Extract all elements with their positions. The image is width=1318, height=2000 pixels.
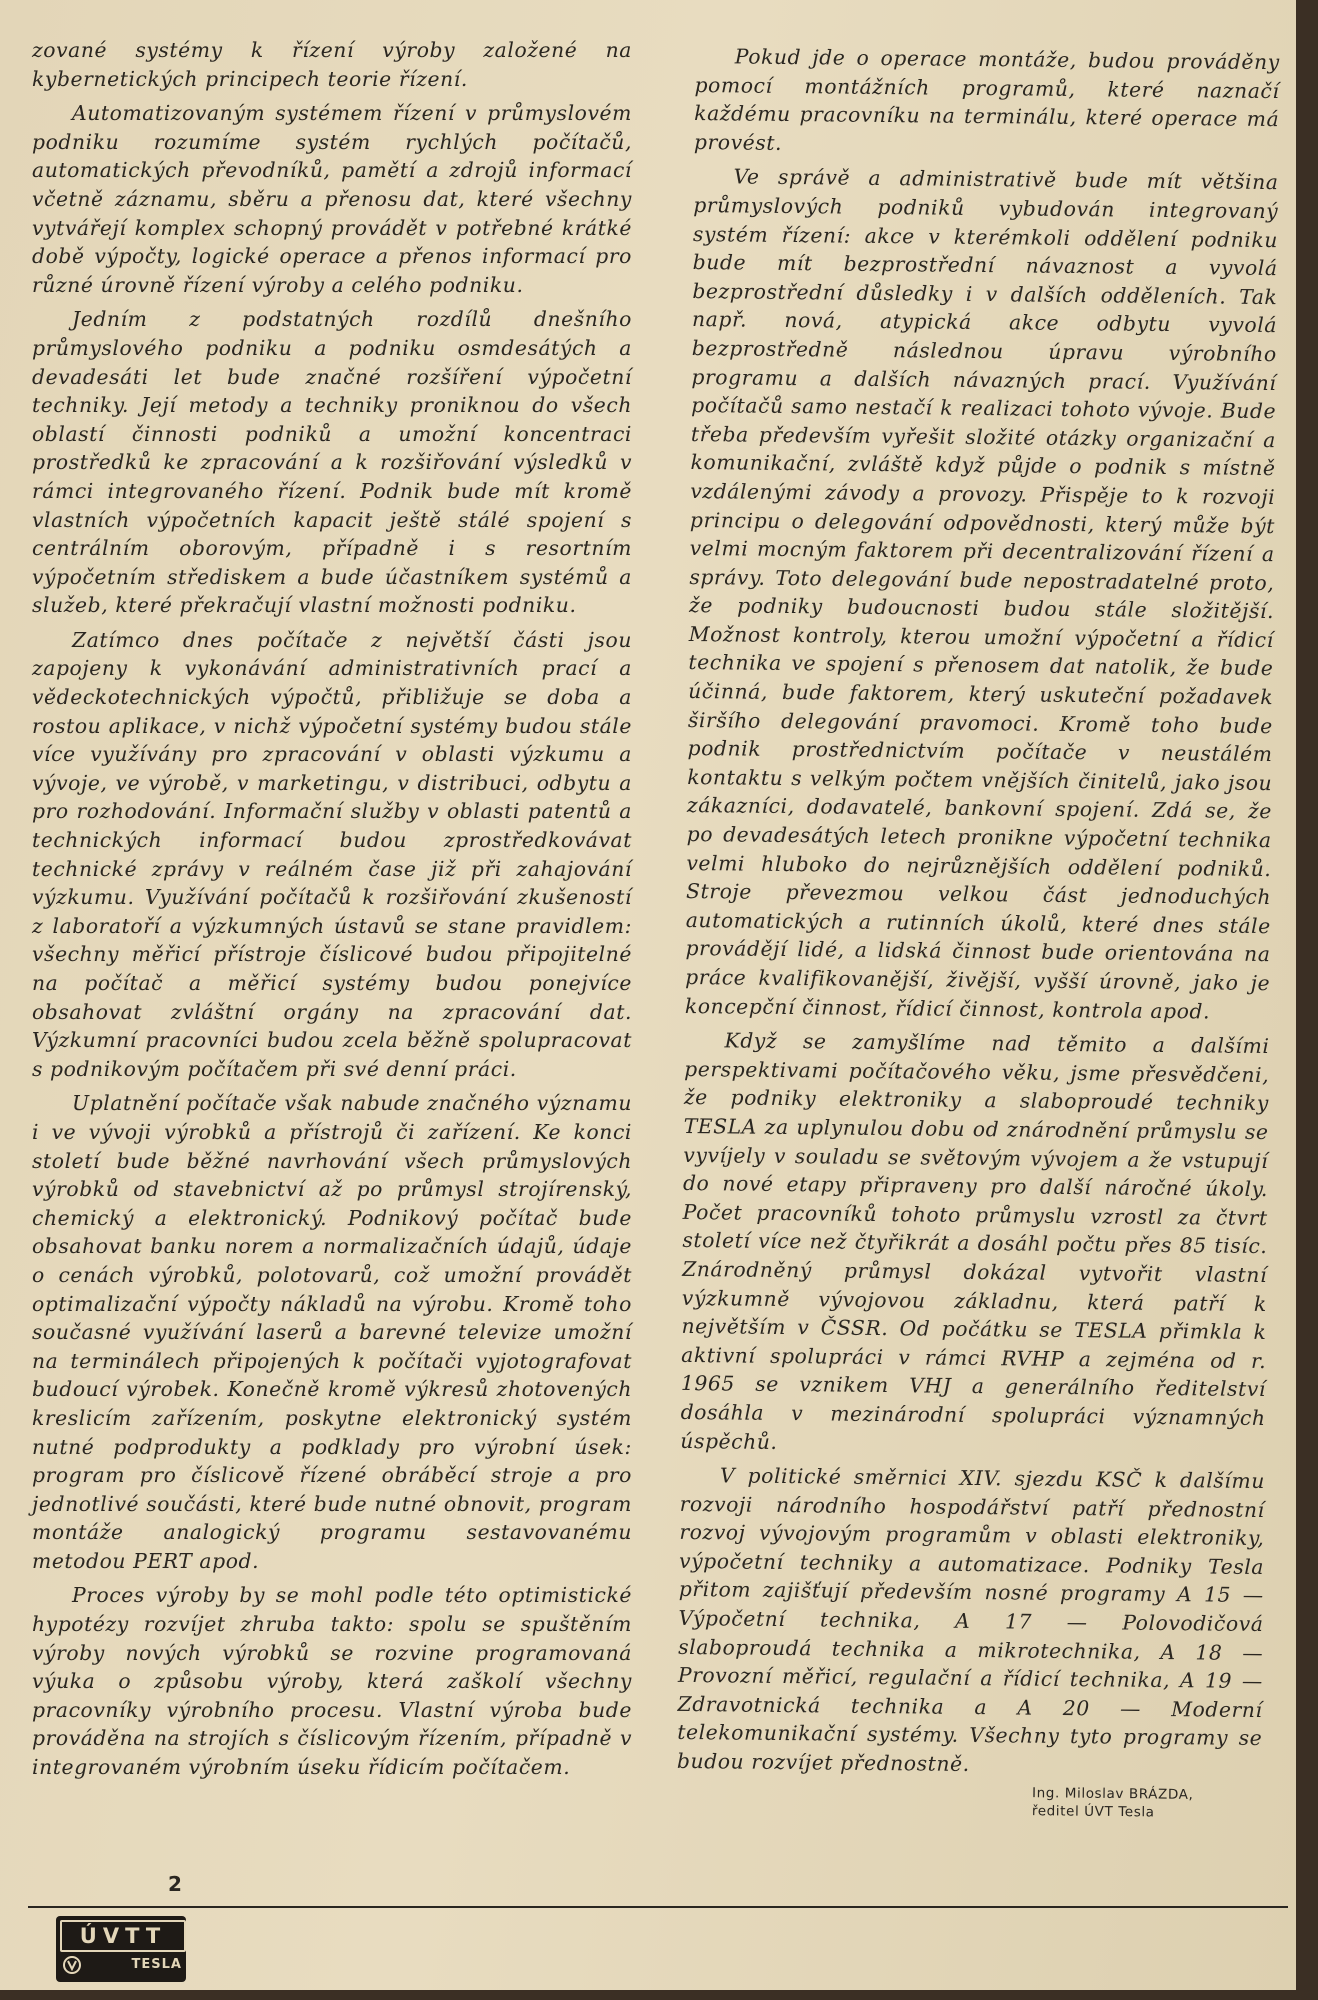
left-column <box>32 36 632 1788</box>
uvtt-tesla-logo <box>56 1916 186 1982</box>
logo-top-text: ÚVTT <box>60 1920 186 1952</box>
right-paragraph-3: Když se zamyšlíme nad těmito a dalšími perspektivami počítačového věku, jsme přesvědčeni, že podniky elektroniky a slaboproudé techniky TESLA za uplynulou dobu od znárodnění průmyslu se vyvíjely v souladu se světovým vývojem a že vstupují do nové etapy připraveny pro další náročné úkoly. Počet pracovníků tohoto průmyslu vzrostl za čtvrt století více než čtyřikrát a dosáhl počtu přes 85 tisíc. Znárodněný průmysl dokázal vytvořit vlastní výzkumně vývojovou základnu, která patří k největším v ČSSR. Od počátku se TESLA přimkla k aktivní spolupráci v rámci RVHP a zejména od r. 1965 se vznikem VHJ a generálního ředitelství dosáhla v mezinárodní spolupráci významných úspěchů. <box>680 1028 1270 1454</box>
left-paragraph-1: zované systémy k řízení výroby založené na kybernetických principech teorie řízení. <box>32 38 632 91</box>
author-signature <box>1032 1784 1194 1822</box>
page-number: 2 <box>168 1872 182 1896</box>
left-paragraph-6: Proces výroby by se mohl podle této optimistické hypotézy rozvíjet zhruba takto: spolu se spuštěním výroby nových výrobků se rozvine programovaná výuka o způsobu výroby, která zaškolí všechny pracovníky výrobního procesu. Vlastní výroba bude prováděna na strojích s číslicovým řízením, případně v integrovaném výrobním úseku řídicím počítačem. <box>32 1583 632 1780</box>
left-paragraph-3: Jedním z podstatných rozdílů dnešního průmyslového podniku a podniku osmdesátých a devadesáti let bude značné rozšíření výpočetní techniky. Její metody a techniky proniknou do všech oblastí činnosti podniků a umožní koncentraci prostředků ke zpracování a k rozšiřování výsledků v rámci integrovaného řízení. Podnik bude mít kromě vlastních výpočetních kapacit ještě stálé spojení s centrálním oborovým, případně i s resortním výpočetním střediskem a bude účastníkem systémů a služeb, které překračují vlastní možnosti podniku. <box>32 307 632 618</box>
author-title: ředitel ÚVT Tesla <box>1031 1803 1155 1821</box>
right-paragraph-2: Ve správě a administrativě bude mít většina průmyslových podniků vybudován integrovaný systém řízení: akce v kterémkoli oddělení podniku bude mít bezprostřední návaznost a vyvolá bezprostřední důsledky i v dalších odděleních. Tak např. nová, atypická akce odbytu vyvolá bezprostředně následnou úpravu výrobního programu a dalších návazných prací. Využívání počítačů samo nestačí k realizaci tohoto vývoje. Bude třeba především vyřešit složité otázky organizační a komunikační, zvláště když půjde o podnik s místně vzdálenými závody a provozy. Přispěje to k rozvoji principu o delegování odpovědnosti, který může být velmi mocným faktorem při decentralizování řízení a správy. Toto delegování bude nepostradatelné proto, že podniky budoucnosti budou stále složitější. Možnost kontroly, kterou umožní výpočetní a řídicí technika ve spojení s přenosem dat natolik, že bude účinná, bude faktorem, který uskuteční požadavek širšího delegování pravomoci. Kromě toho bude podnik prostřednictvím počítače v neustálém kontaktu s velkým počtem vnějších činitelů, jako jsou zákazníci, dodavatelé, bankovní spojení. Zdá se, že po devadesátých letech pronikne výpočetní technika velmi hluboko do nejrůznějších oddělení podniků. Stroje převezmou velkou část jednoduchých automatických a rutinních úkolů, které dnes stále provádějí lidé, a lidská činnost bude orientována na práce kvalifikovanější, živější, vyšší úrovně, jako je koncepční činnost, řídicí činnost, kontrola apod. <box>684 164 1279 1024</box>
left-paragraph-5: Uplatnění počítače však nabude značného významu i ve vývoji výrobků a přístrojů či zařízení. Ke konci století bude běžné navrhování všech průmyslových výrobků od stavebnictví až po průmysl strojírenský, chemický a elektronický. Podnikový počítač bude obsahovat banku norem a normalizačních údajů, údaje o cenách výrobků, polotovarů, což umožní provádět optimalizační výpočty nákladů na výrobu. Kromě toho současné využívání laserů a barevné televize umožní na terminálech připojených k počítači vyjotografovat budoucí výrobek. Konečně kromě výkresů zhotovených kreslicím zařízením, poskytne elektronický systém nutné podprodukty a podklady pro výrobní úsek: program pro číslicově řízené obráběcí stroje a pro jednotlivé součásti, které bude nutné obnovit, program montáže analogický programu sestavovanému metodou PERT apod. <box>32 1091 632 1573</box>
right-column <box>677 42 1280 1788</box>
author-name: Ing. Miloslav BRÁZDA, <box>1032 1785 1194 1803</box>
right-paragraph-1: Pokud jde o operace montáže, budou prováděny pomocí montážních programů, které naznačí každému pracovníku na terminálu, které operace má provést. <box>693 44 1280 155</box>
footer-divider <box>28 1906 1288 1908</box>
left-paragraph-4: Zatímco dnes počítače z největší části jsou zapojeny k vykonávání administrativních prací a vědeckotechnických výpočtů, přibližuje se doba a rostou aplikace, v nichž výpočetní systémy budou stále více využívány pro zpracování v oblasti výzkumu a vývoje, ve výrobě, v marketingu, v distribuci, odbytu a pro rozhodování. Informační služby v oblasti patentů a technických informací budou zprostředkovávat technické zprávy v reálném čase již při zahajování výzkumu. Využívání počítačů k rozšiřování zkušeností z laboratoří a výzkumných ústavů se stane pravidlem: všechny měřicí přístroje číslicové budou připojitelné na počítač a měřicí systémy budou ponejvíce obsahovat zvláštní orgány na zpracování dat. Výzkumní pracovníci budou zcela běžně spolupracovat s podnikovým počítačem při své denní práci. <box>32 627 632 1081</box>
logo-bottom-text: TESLA <box>131 1957 182 1972</box>
right-paragraph-4: V politické směrnici XIV. sjezdu KSČ k dalšímu rozvoji národního hospodářství patří přednostní rozvoj vývojovým programům v oblasti elektroniky, výpočetní techniky a automatizace. Podniky Tesla přitom zajišťují především nosné programy A 15 — Výpočetní technika, A 17 — Polovodičová slaboproudá technika a mikrotechnika, A 18 — Provozní měřicí, regulační a řídicí technika, A 19 — Zdravotnická technika a A 20 — Moderní telekomunikační systémy. Všechny tyto programy se budou rozvíjet přednostně. <box>676 1463 1266 1777</box>
left-paragraph-2: Automatizovaným systémem řízení v průmyslovém podniku rozumíme systém rychlých počítačů, automatických převodníků, pamětí a zdrojů informací včetně záznamu, sběru a přenosu dat, které všechny vytvářejí komplex schopný provádět v potřebné krátké době výpočty, logické operace a přenos informací pro různé úrovně řízení výroby a celého podniku. <box>32 101 632 297</box>
